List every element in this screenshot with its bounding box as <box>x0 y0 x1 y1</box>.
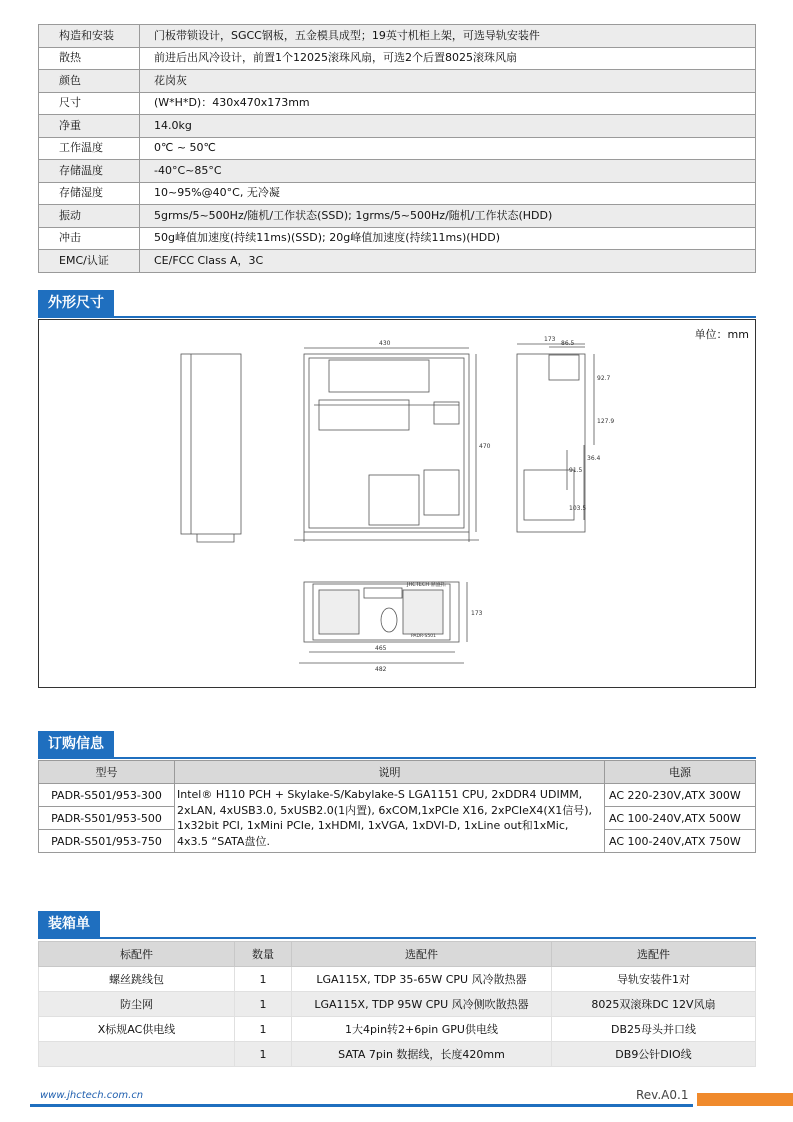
section-title-ordering: 订购信息 <box>38 731 114 757</box>
pack-opt2: DB25母头并口线 <box>552 1017 756 1042</box>
dim-91: 91.5 <box>569 467 583 474</box>
dim-127: 127.9 <box>597 418 615 425</box>
pack-qty: 1 <box>235 1042 292 1067</box>
spec-key: 颜色 <box>39 70 140 93</box>
section-divider <box>38 937 756 939</box>
spec-row <box>39 227 756 250</box>
spec-value: 花岗灰 <box>140 70 756 93</box>
pack-opt1: LGA115X, TDP 35-65W CPU 风冷散热器 <box>292 967 552 992</box>
spec-value: 14.0kg <box>140 115 756 138</box>
dim-103: 103.5 <box>569 505 587 512</box>
spec-row <box>39 182 756 205</box>
table-row <box>39 784 756 807</box>
spec-table <box>38 24 756 273</box>
spec-row <box>39 250 756 273</box>
pack-header: 标配件 <box>39 942 235 967</box>
spec-value: CE/FCC Class A，3C <box>140 250 756 273</box>
unit-label: 单位：mm <box>694 328 749 341</box>
spec-key: 构造和安装 <box>39 25 140 48</box>
pack-header: 选配件 <box>292 942 552 967</box>
spec-value: -40°C~85°C <box>140 160 756 183</box>
footer-url[interactable]: www.jhctech.com.cn <box>40 1090 144 1101</box>
section-divider <box>38 316 756 318</box>
front-brand: JHCTECH 鼎盛拓 <box>407 582 446 588</box>
front-model: PADR-S501 <box>411 634 436 639</box>
table-row <box>39 992 756 1017</box>
side-handle <box>197 534 234 542</box>
spec-key: 冲击 <box>39 227 140 250</box>
order-header-desc: 说明 <box>175 761 605 784</box>
dimension-drawing <box>38 319 756 688</box>
section-divider <box>38 757 756 759</box>
pack-std: 防尘网 <box>39 992 235 1017</box>
spec-key: 尺寸 <box>39 92 140 115</box>
spec-key: 存储温度 <box>39 160 140 183</box>
pack-table <box>38 941 756 1067</box>
order-model: PADR-S501/953-500 <box>39 807 175 830</box>
footer-line <box>30 1104 693 1107</box>
spec-value: 前进后出风冷设计，前置1个12025滚珠风扇，可选2个后置8025滚珠风扇 <box>140 47 756 70</box>
spec-row <box>39 47 756 70</box>
pack-opt2: 8025双滚珠DC 12V风扇 <box>552 992 756 1017</box>
pack-qty: 1 <box>235 1017 292 1042</box>
spec-key: 工作温度 <box>39 137 140 160</box>
order-power: AC 220-230V,ATX 300W <box>605 784 756 807</box>
pack-std <box>39 1042 235 1067</box>
spec-key: 振动 <box>39 205 140 228</box>
footer-revision: Rev.A0.1 <box>636 1088 689 1102</box>
table-row <box>39 1042 756 1067</box>
spec-row <box>39 25 756 48</box>
spec-value: 50g峰值加速度(持续11ms)(SSD); 20g峰值加速度(持续11ms)(HDD) <box>140 227 756 250</box>
order-header-model: 型号 <box>39 761 175 784</box>
pack-qty: 1 <box>235 992 292 1017</box>
spec-row <box>39 205 756 228</box>
spec-value: 门板带锁设计，SGCC钢板，五金模具成型；19英寸机柜上架，可选导轨安装件 <box>140 25 756 48</box>
pack-std: X标规AC供电线 <box>39 1017 235 1042</box>
pack-opt1: SATA 7pin 数据线，长度420mm <box>292 1042 552 1067</box>
table-row <box>39 1017 756 1042</box>
dim-36: 36.4 <box>587 455 601 462</box>
dim-465: 465 <box>375 645 387 652</box>
order-power: AC 100-240V,ATX 750W <box>605 830 756 853</box>
dim-430: 430 <box>379 340 391 347</box>
spec-row <box>39 115 756 138</box>
order-power: AC 100-240V,ATX 500W <box>605 807 756 830</box>
dim-482: 482 <box>375 666 387 673</box>
spec-row <box>39 137 756 160</box>
dim-173: 173 <box>544 336 556 343</box>
spec-row <box>39 92 756 115</box>
pack-qty: 1 <box>235 967 292 992</box>
spec-row <box>39 160 756 183</box>
spec-value: 10~95%@40°C, 无冷凝 <box>140 182 756 205</box>
pack-opt2: DB9公针DIO线 <box>552 1042 756 1067</box>
section-title-dimensions: 外形尺寸 <box>38 290 114 316</box>
table-row <box>39 967 756 992</box>
pack-header: 数量 <box>235 942 292 967</box>
spec-value: 5grms/5~500Hz/随机/工作状态(SSD); 1grms/5~500Hz/随机/工作状态(HDD) <box>140 205 756 228</box>
spec-value: (W*H*D)：430x470x173mm <box>140 92 756 115</box>
dim-92: 92.7 <box>597 375 611 382</box>
spec-row <box>39 70 756 93</box>
footer-accent-bar <box>697 1093 793 1106</box>
drawing-svg <box>39 320 755 687</box>
pack-opt2: 导轨安装件1对 <box>552 967 756 992</box>
spec-key: 净重 <box>39 115 140 138</box>
spec-key: 存储湿度 <box>39 182 140 205</box>
dim-86: 86.5 <box>561 340 575 347</box>
dim-470: 470 <box>479 443 491 450</box>
order-model: PADR-S501/953-300 <box>39 784 175 807</box>
pack-opt1: LGA115X, TDP 95W CPU 风冷侧吹散热器 <box>292 992 552 1017</box>
spec-key: 散热 <box>39 47 140 70</box>
pack-header: 选配件 <box>552 942 756 967</box>
order-table <box>38 760 756 853</box>
order-desc: Intel® H110 PCH + Skylake-S/Kabylake-S LGA1151 CPU, 2xDDR4 UDIMM, 2xLAN, 4xUSB3.0, 5xUSB2.0(1内置), 6xCOM,1xPCIe X16, 2xPCIeX4(X1信号), 1x32bit PCI, 1xMini PCIe, 1xHDMI, 1xVGA, 1xDVI-D, 1xLine out和1xMic, 4x3.5 “SATA盘位. <box>175 784 605 853</box>
order-header-power: 电源 <box>605 761 756 784</box>
spec-value: 0℃ ~ 50℃ <box>140 137 756 160</box>
spec-key: EMC/认证 <box>39 250 140 273</box>
side-view <box>181 354 241 534</box>
pack-std: 螺丝跳线包 <box>39 967 235 992</box>
dim-173b: 173 <box>471 610 483 617</box>
section-title-packing: 装箱单 <box>38 911 100 937</box>
pack-opt1: 1大4pin转2+6pin GPU供电线 <box>292 1017 552 1042</box>
order-model: PADR-S501/953-750 <box>39 830 175 853</box>
